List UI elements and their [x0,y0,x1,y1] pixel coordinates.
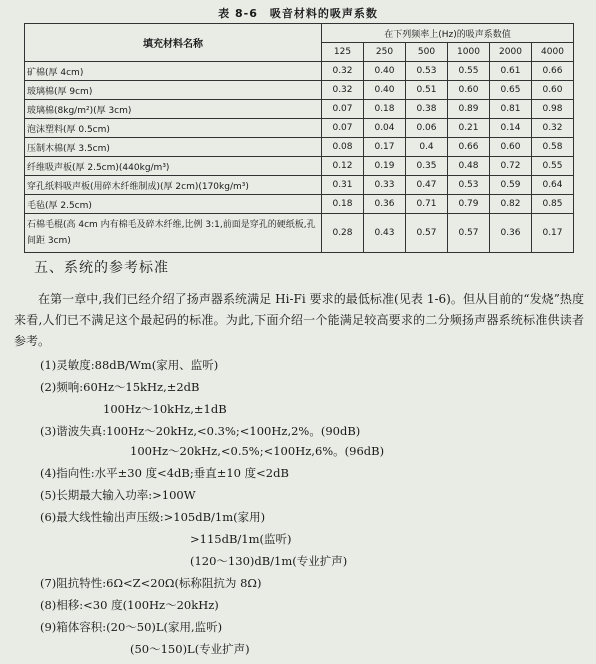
absorption-value: 0.17 [532,214,574,253]
table-row [25,176,574,195]
absorption-value: 0.51 [406,81,448,100]
table-row [25,100,574,119]
absorption-value: 0.07 [322,119,364,138]
table-row [25,81,574,100]
absorption-value: 0.36 [364,195,406,214]
spec-sensitivity: (1)灵敏度:88dB/Wm(家用、监听) [40,358,219,372]
absorption-value: 0.98 [532,100,574,119]
absorption-value: 0.89 [448,100,490,119]
spec-harmonic-distortion: (3)谐波失真:100Hz～20kHz,<0.3%;<100Hz,2%。(90dB) [40,424,361,438]
absorption-value: 0.82 [490,195,532,214]
spec-max-spl-2: >115dB/1m(监听) [190,532,292,546]
absorption-value: 0.07 [322,100,364,119]
spec-impedance: (7)阻抗特性:6Ω<Z<20Ω(标称阻抗为 8Ω) [40,576,262,590]
material-name: 毛毡(厚 2.5cm) [25,195,322,214]
absorption-value: 0.55 [448,62,490,81]
absorption-value: 0.57 [448,214,490,253]
spec-max-spl: (6)最大线性输出声压级:>105dB/1m(家用) [40,510,266,524]
absorption-value: 0.38 [406,100,448,119]
absorption-value: 0.32 [322,81,364,100]
absorption-value: 0.32 [322,62,364,81]
absorption-value: 0.66 [448,138,490,157]
absorption-value: 0.53 [406,62,448,81]
spec-frequency-response: (2)频响:60Hz～15kHz,±2dB [40,380,200,394]
frequency-header: 125 [322,43,364,62]
absorption-value: 0.08 [322,138,364,157]
absorption-value: 0.12 [322,157,364,176]
absorption-value: 0.32 [532,119,574,138]
frequency-header: 1000 [448,43,490,62]
absorption-value: 0.60 [532,81,574,100]
table-row [25,62,574,81]
frequency-header: 4000 [532,43,574,62]
column-header-frequency-group: 在下列频率上(Hz)的吸声系数值 [322,24,574,43]
absorption-value: 0.48 [448,157,490,176]
table-caption: 表 8-6 吸音材料的吸声系数 [218,7,378,20]
column-header-material: 填充材料名称 [25,24,322,62]
absorption-value: 0.61 [490,62,532,81]
table-row [25,214,574,253]
spec-max-input-power: (5)长期最大输入功率:>100W [40,488,196,502]
spec-directivity: (4)指向性:水平±30 度<4dB;垂直±10 度<2dB [40,466,289,480]
absorption-value: 0.79 [448,195,490,214]
frequency-header: 500 [406,43,448,62]
absorption-value: 0.33 [364,176,406,195]
spec-max-spl-3: (120～130)dB/1m(专业扩声) [190,554,348,568]
absorption-value: 0.66 [532,62,574,81]
table-row [25,157,574,176]
spec-phase-shift: (8)相移:<30 度(100Hz～20kHz) [40,598,219,612]
table-row [25,138,574,157]
material-name: 石棉毛棍(高 4cm 内有棉毛及碎木纤维,比例 3:1,前面是穿孔的硬纸板,孔间距 3cm) [25,214,322,253]
absorption-value: 0.40 [364,81,406,100]
absorption-value: 0.55 [532,157,574,176]
frequency-header: 2000 [490,43,532,62]
absorption-value: 0.81 [490,100,532,119]
material-name: 压制木棉(厚 3.5cm) [25,138,322,157]
table-row [25,119,574,138]
absorption-value: 0.40 [364,62,406,81]
absorption-value: 0.53 [448,176,490,195]
spec-enclosure-volume-2: (50～150)L(专业扩声) [130,642,250,656]
absorption-value: 0.57 [406,214,448,253]
material-name: 纤维吸声板(厚 2.5cm)(440kg/m³) [25,157,322,176]
table-row [25,195,574,214]
material-name: 玻璃棉(厚 9cm) [25,81,322,100]
absorption-value: 0.85 [532,195,574,214]
material-name: 玻璃棉(8kg/m²)(厚 3cm) [25,100,322,119]
absorption-value: 0.18 [364,100,406,119]
absorption-value: 0.60 [448,81,490,100]
absorption-value: 0.60 [490,138,532,157]
absorption-value: 0.35 [406,157,448,176]
absorption-value: 0.59 [490,176,532,195]
frequency-header: 250 [364,43,406,62]
absorption-value: 0.19 [364,157,406,176]
absorption-value: 0.28 [322,214,364,253]
absorption-value: 0.04 [364,119,406,138]
section-heading: 五、系统的参考标准 [34,260,169,276]
absorption-value: 0.64 [532,176,574,195]
absorption-value: 0.72 [490,157,532,176]
spec-harmonic-distortion-2: 100Hz～20kHz,<0.5%;<100Hz,6%。(96dB) [130,444,385,458]
absorption-value: 0.47 [406,176,448,195]
absorption-value: 0.43 [364,214,406,253]
absorption-value: 0.58 [532,138,574,157]
absorption-value: 0.18 [322,195,364,214]
absorption-value: 0.31 [322,176,364,195]
material-name: 泡沫塑料(厚 0.5cm) [25,119,322,138]
intro-paragraph: 在第一章中,我们已经介绍了扬声器系统满足 Hi-Fi 要求的最低标准(见表 1-6)。但从目前的“发烧”热度来看,人们已不满足这个最起码的标准。为此,下面介绍一个能满足较高要求的二分频扬声器系统标准供读者参考。 [14,292,584,348]
material-name: 矿棉(厚 4cm) [25,62,322,81]
absorption-value: 0.17 [364,138,406,157]
absorption-value: 0.06 [406,119,448,138]
spec-frequency-response-2: 100Hz～10kHz,±1dB [103,402,227,416]
absorption-value: 0.4 [406,138,448,157]
absorption-value: 0.14 [490,119,532,138]
absorption-value: 0.21 [448,119,490,138]
absorption-value: 0.71 [406,195,448,214]
material-name: 穿孔纸料吸声板(用碎木纤维制成)(厚 2cm)(170kg/m³) [25,176,322,195]
spec-enclosure-volume: (9)箱体容积:(20～50)L(家用,监听) [40,620,223,634]
absorption-table [24,23,574,253]
absorption-value: 0.36 [490,214,532,253]
absorption-value: 0.65 [490,81,532,100]
